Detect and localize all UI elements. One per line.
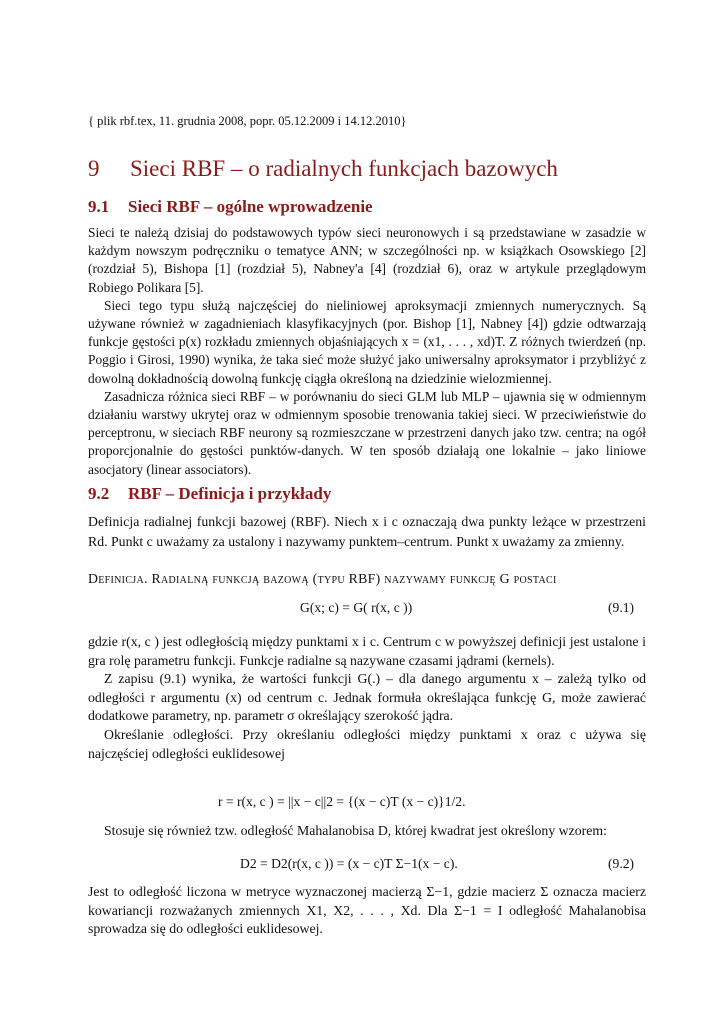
paragraph: Sieci tego typu służą najczęściej do nieliniowej aproksymacji zmiennych numerycznych. Są używane również w zagadnieniach klasyfikacyjnych (por. Bishop [1], Nabney [4]) gdzie odtwarzają funkcje gęstości p(x) rozkładu zmiennych objaśniających x = (x1, . . . , xd)T. Z różnych twierdzeń (np. Poggio i Girosi, 1990) wynika, że taka sieć może służyć jako uniwersalny aproksymator i przybliżyć z dowolną dokładnością dowolną funkcję ciągła określoną na dziedzinie wielozmiennej. [88,297,646,386]
paragraph: Z zapisu (9.1) wynika, że wartości funkcji G(.) – dla danego argumentu x – zależą tylko od odległości r argumentu (x) od centrum c. Jednak formuła określająca funkcję G, może zawierać dodatkowe parametry, np. parametr σ określający szerokość jądra. [88,671,646,724]
equation-number: (9.2) [608,856,635,871]
paragraph: gdzie r(x, c ) jest odległością między punktami x i c. Centrum c w powyższej definicji jest ustalone i gra rolę parametru funkcji. Funkcje radialne są nazywane czasami jądrami (kernels). [88,634,646,668]
paragraph: Definicja radialnej funkcji bazowej (RBF). Niech x i c oznaczają dwa punkty leżące w przestrzeni Rd. Punkt c uważamy za ustalony i nazywamy punktem–centrum. Punkt x uważamy za zmienny. [88,514,646,549]
paragraph: Określanie odległości. Przy określaniu odległości między punktami x oraz c używa się najczęściej odległości euklidesowej [88,726,646,761]
subsection-number: 9.2 [88,484,110,503]
subsection-heading-9-1 [88,197,373,217]
subsection-title: RBF – Definicja i przykłady [128,484,332,503]
section-number: 9 [88,156,100,181]
file-note: { plik rbf.tex, 11. grudnia 2008, popr. 05.12.2009 i 14.12.2010} [88,114,407,128]
equation-euclidean: r = r(x, c ) = ||x − c||2 = {(x − c)T (x − c)}1/2. [218,794,466,809]
subsection-heading-9-2 [88,484,331,504]
section-title: Sieci RBF – o radialnych funkcjach bazowych [130,156,558,181]
equation-number: (9.1) [608,600,635,615]
paragraph: Jest to odległość liczona w metryce wyznaczonej macierzą Σ−1, gdzie macierz Σ oznacza macierz kowariancji rozważanych zmiennych X1, X2, . . . , Xd. Dla Σ−1 = I odległość Mahalanobisa sprowadza się do odległości euklidesowej. [88,884,646,937]
subsection-title: Sieci RBF – ogólne wprowadzenie [128,197,373,216]
paragraph: Stosuje się również tzw. odległość Mahalanobisa D, której kwadrat jest określony wzorem: [104,823,607,838]
equation-9-1: G(x; c) = G( r(x, c )) [300,600,413,615]
equation-9-2: D2 = D2(r(x, c )) = (x − c)T Σ−1(x − c). [240,856,458,871]
paragraph: Sieci te należą dzisiaj do podstawowych typów sieci neuronowych i są przedstawiane w zasadzie w każdym nowszym podręczniku o tematyce ANN; w szczególności np. w książkach Osowskiego [2] (rozdział 5), Bishopa [1] (rozdział 5), Nabney'a [4] (rozdział 6), oraz w artykule przeglądowym Robiego Polikara [5]. [88,225,646,295]
section-heading [88,156,558,182]
definition-statement: Definicja. Radialną funkcją bazową (typu RBF) nazywamy funkcję G postaci [88,571,557,586]
paragraph: Zasadnicza różnica sieci RBF – w porównaniu do sieci GLM lub MLP – ujawnia się w odmiennym działaniu warstwy ukrytej oraz w odmiennym sposobie trenowania takiej sieci. W przeciwieństwie do perceptronu, w sieciach RBF neurony są rozmieszczane w przestrzeni danych jako tzw. centra; na ogół proporcjonalnie do gęstości punktów-danych. W ten sposób działają one lokalnie – jako liniowe asocjatory (linear associators). [88,388,646,477]
subsection-number: 9.1 [88,197,110,216]
